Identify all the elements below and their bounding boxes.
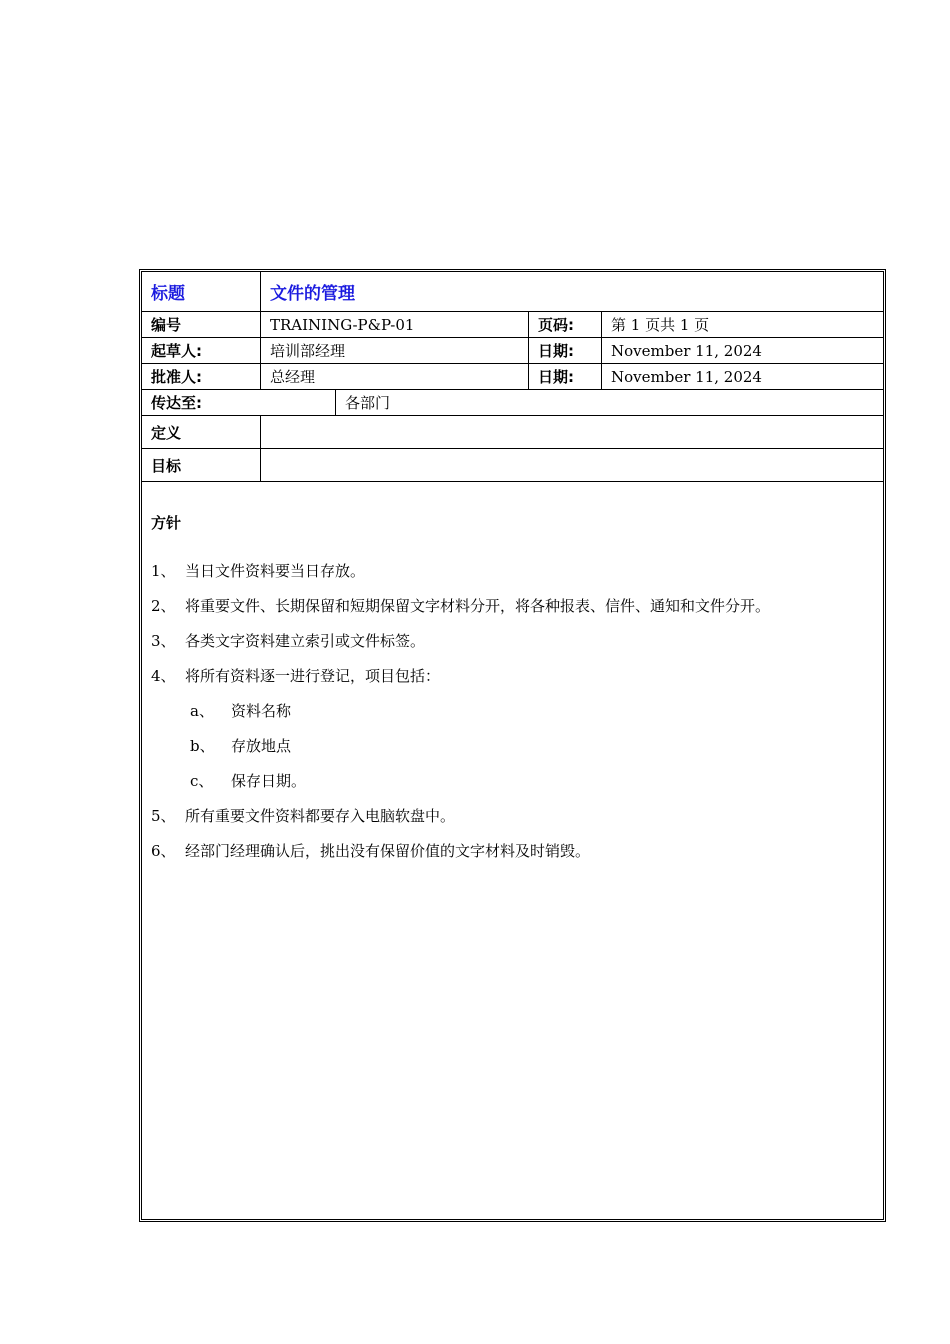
document-title: 文件的管理 (270, 284, 355, 304)
document-number: TRAINING-P&P-01 (261, 312, 529, 337)
item-text: 保存日期。 (231, 772, 307, 790)
item-number: b、 (190, 737, 215, 755)
policy-section (142, 482, 883, 1219)
drafter-label: 起草人: (142, 338, 261, 363)
list-item (151, 805, 877, 840)
definition-row (142, 416, 883, 449)
policy-list (151, 560, 877, 875)
list-item (151, 560, 877, 595)
approve-date: November 11, 2024 (611, 367, 762, 386)
drafter-row (142, 338, 883, 364)
distribute-value: 各部门 (345, 394, 391, 412)
title-label: 标题 (142, 272, 261, 311)
approve-date-label: 日期: (529, 364, 602, 389)
item-number: 4、 (151, 667, 176, 685)
item-text: 经部门经理确认后，挑出没有保留价值的文字材料及时销毁。 (185, 842, 591, 860)
objective-label: 目标 (142, 449, 261, 481)
objective-value (261, 449, 883, 481)
number-label: 编号 (142, 312, 261, 337)
sub-list-item (151, 735, 877, 770)
approver-value: 总经理 (261, 364, 529, 389)
objective-row (142, 449, 883, 482)
distribute-row (142, 390, 883, 416)
item-number: 2、 (151, 597, 176, 615)
policy-heading: 方针 (151, 514, 182, 532)
item-number: 6、 (151, 842, 176, 860)
item-number: 3、 (151, 632, 176, 650)
title-row (142, 272, 883, 312)
approver-row (142, 364, 883, 390)
draft-date: November 11, 2024 (611, 341, 762, 360)
distribute-label: 传达至: (142, 390, 336, 415)
number-row (142, 312, 883, 338)
definition-value (261, 416, 883, 448)
item-number: c、 (190, 772, 214, 790)
list-item (151, 665, 877, 700)
item-text: 将所有资料逐一进行登记，项目包括： (185, 667, 441, 685)
definition-label: 定义 (142, 416, 261, 448)
item-number: a、 (190, 702, 214, 720)
item-text: 各类文字资料建立索引或文件标签。 (185, 632, 426, 650)
page-value: 第 1 页共 1 页 (611, 316, 710, 334)
document-form (139, 269, 886, 1222)
list-item (151, 630, 877, 665)
item-text: 资料名称 (231, 702, 292, 720)
item-number: 5、 (151, 807, 176, 825)
draft-date-label: 日期: (529, 338, 602, 363)
item-text: 所有重要文件资料都要存入电脑软盘中。 (185, 807, 456, 825)
approver-label: 批准人: (142, 364, 261, 389)
sub-list-item (151, 700, 877, 735)
list-item (151, 595, 877, 630)
item-number: 1、 (151, 562, 176, 580)
item-text: 将重要文件、长期保留和短期保留文字材料分开，将各种报表、信件、通知和文件分开。 (185, 597, 771, 615)
sub-list-item (151, 770, 877, 805)
item-text: 当日文件资料要当日存放。 (185, 562, 366, 580)
drafter-value: 培训部经理 (261, 338, 529, 363)
item-text: 存放地点 (231, 737, 292, 755)
list-item (151, 840, 877, 875)
page-label: 页码: (529, 312, 602, 337)
